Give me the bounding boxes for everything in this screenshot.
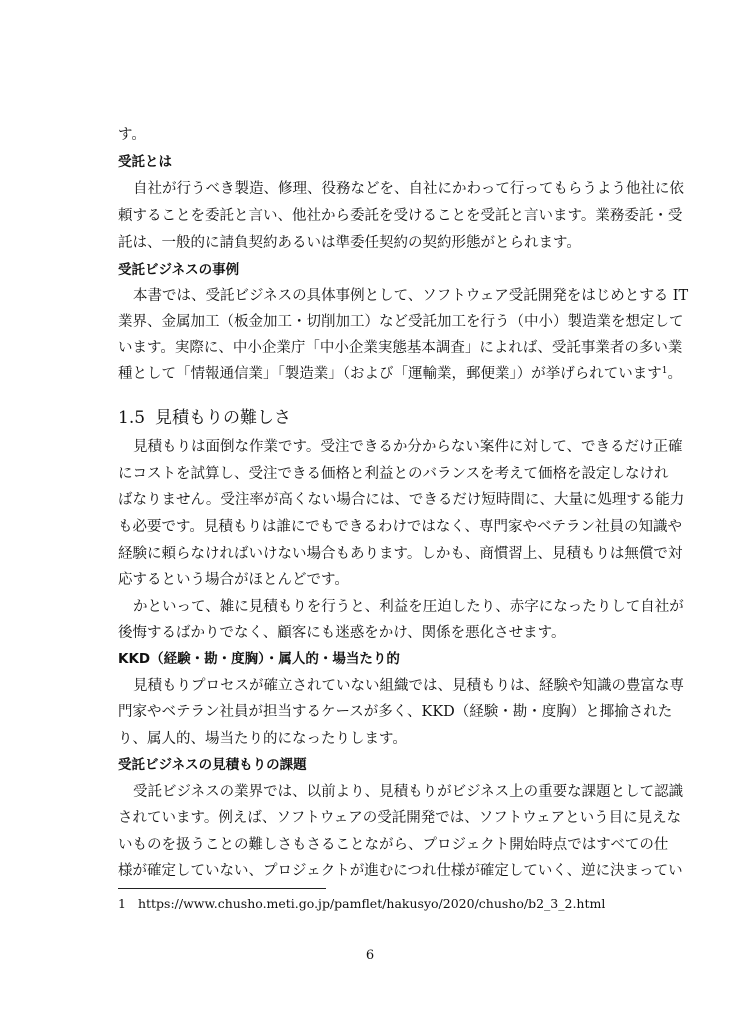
text-line: 受託ビジネスの業界では、以前より、見積もりがビジネス上の重要な課題として認識 bbox=[133, 784, 684, 800]
text-line: 門家やベテラン社員が担当するケースが多く、KKD（経験・勘・度胸）と揶揄された bbox=[118, 704, 673, 720]
footnote-reference[interactable]: 1 bbox=[661, 366, 668, 376]
text-line: ばなりません。受注率が高くない場合には、できるだけ短時間に、大量に処理する能力 bbox=[118, 492, 685, 508]
text-line: 応するという場合がほとんどです。 bbox=[118, 572, 349, 588]
text-line: 経験に頼らなければいけない場合もあります。しかも、商慣習上、見積もりは無償で対 bbox=[118, 546, 683, 562]
text-line: 託は、一般的に請負契約あるいは準委任契約の契約形態がとられます。 bbox=[118, 235, 581, 251]
text-line: 様が確定していない、プロジェクトが進むにつれ仕様が確定していく、逆に決まってい bbox=[118, 863, 683, 879]
footnote-divider bbox=[118, 888, 326, 889]
text-line: いものを扱うことの難しさもさることながら、プロジェクト開始時点ではすべての仕 bbox=[118, 837, 669, 853]
subheading-estimate-issues: 受託ビジネスの見積もりの課題 bbox=[118, 757, 307, 773]
text-line: 後悔するばかりでなく、顧客にも迷惑をかけ、関係を悪化させます。 bbox=[118, 625, 566, 641]
text-line: されています。例えば、ソフトウェアの受託開発では、ソフトウェアという目に見えな bbox=[118, 810, 682, 826]
text-line: 頼することを委託と言い、他社から委託を受けることを受託と言います。業務委託・受 bbox=[118, 208, 683, 224]
page-number: 6 bbox=[365, 948, 375, 963]
text-line: 本書では、受託ビジネスの具体事例として、ソフトウェア受託開発をはじめとする IT bbox=[133, 288, 689, 304]
text-line: 業界、金属加工（板金加工・切削加工）など受託加工を行う（中小）製造業を想定して bbox=[118, 314, 684, 330]
subheading-business-examples: 受託ビジネスの事例 bbox=[118, 262, 240, 278]
footnote-url[interactable]: https://www.chusho.meti.go.jp/pamflet/hakusyo/2020/chusho/b2_3_2.html bbox=[137, 896, 606, 911]
text-line: す。 bbox=[118, 127, 146, 143]
text-line: り、属人的、場当たり的になったりします。 bbox=[118, 731, 407, 747]
footnote-mark: 1 bbox=[118, 896, 126, 911]
text-line: かといって、雑に見積もりを行うと、利益を圧迫したり、赤字になったりして自社が bbox=[133, 599, 684, 615]
footnote bbox=[118, 896, 605, 912]
text-line: にコストを試算し、受注できる価格と利益とのバランスを考えて価格を設定しなけれ bbox=[118, 466, 669, 482]
section-title: 見積もりの難しさ bbox=[155, 408, 292, 428]
text-line: 見積もりは面倒な作業です。受注できるか分からない案件に対して、できるだけ正確 bbox=[133, 439, 683, 455]
subheading-jutaku: 受託とは bbox=[118, 154, 172, 170]
subheading-kkd: KKD（経験・勘・度胸）・属人的・場当たり的 bbox=[118, 651, 400, 667]
section-heading bbox=[118, 407, 291, 429]
text-line: 自社が行うべき製造、修理、役務などを、自社にかわって行ってもらうよう他社に依 bbox=[133, 181, 684, 197]
text-line: も必要です。見積もりは誰にでもできるわけではなく、専門家やベテラン社員の知識や bbox=[118, 519, 683, 535]
text-line-with-footnote bbox=[118, 365, 682, 383]
text-line: 見積もりプロセスが確立されていない組織では、見積もりは、経験や知識の豊富な専 bbox=[133, 678, 684, 694]
text-segment: 。 bbox=[667, 366, 682, 382]
text-line: います。実際に、中小企業庁「中小企業実態基本調査」によれば、受託事業者の多い業 bbox=[118, 340, 683, 356]
section-number: 1.5 bbox=[118, 408, 146, 428]
text-segment: 種として「情報通信業」「製造業」（および「運輸業，郵便業」）が挙げられています bbox=[118, 366, 662, 382]
